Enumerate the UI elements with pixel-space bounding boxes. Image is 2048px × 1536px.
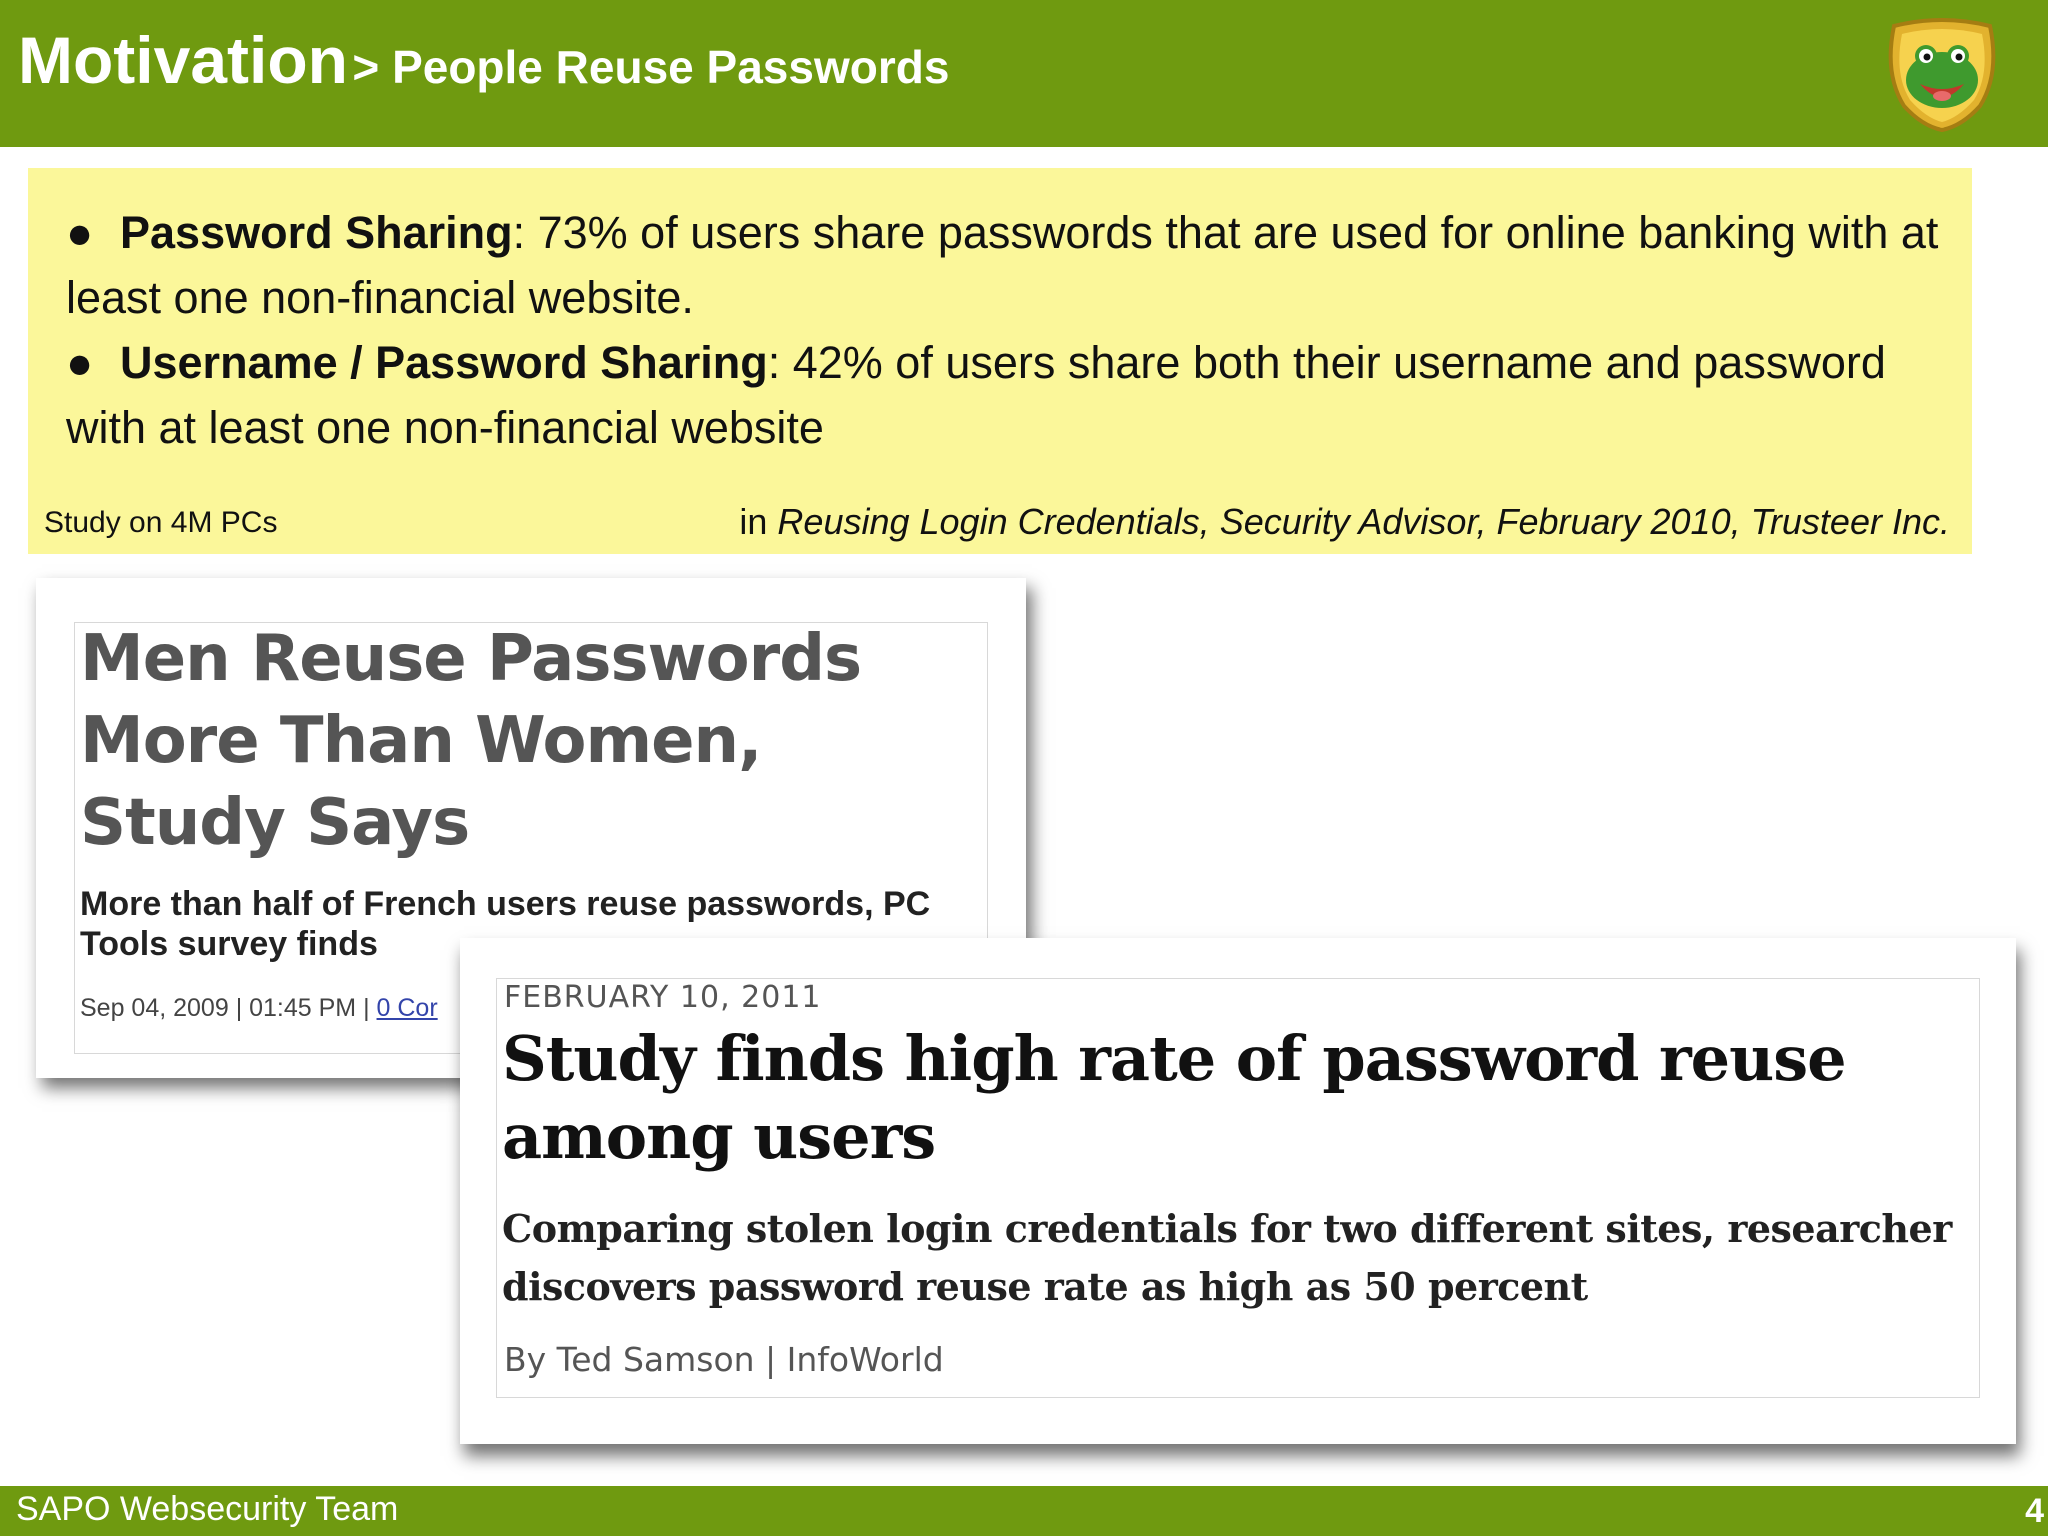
study-note: Study on 4M PCs	[44, 506, 278, 539]
clipping-1-meta	[80, 994, 438, 1023]
statistics-callout	[28, 168, 1972, 554]
header-bar	[0, 0, 2048, 147]
citation-source: Reusing Login Credentials, Security Advisor, February 2010, Trusteer Inc.	[777, 501, 1950, 542]
bullet-password-sharing	[66, 200, 1956, 330]
footer-team-name: SAPO Websecurity Team	[16, 1490, 399, 1528]
footer-bar	[0, 1486, 2048, 1536]
comments-link[interactable]: 0 Cor	[376, 994, 438, 1022]
title-main: Motivation	[18, 23, 348, 97]
bullet-list	[66, 200, 1956, 460]
bullet-text: : 42% of users share both their username and password with at least one non-financial website	[66, 337, 1886, 453]
citation	[739, 501, 1950, 543]
frog-shield-logo-icon	[1880, 14, 2004, 132]
clipping-1-headline: Men Reuse Passwords More Than Women, Study Says	[80, 622, 862, 860]
bullet-label: Username / Password Sharing	[120, 337, 768, 388]
clipping-1-subhead: More than half of French users reuse passwords, PC Tools survey finds	[80, 885, 931, 963]
bullet-label: Password Sharing	[120, 207, 513, 258]
bullet-text: : 73% of users share passwords that are used for online banking with at least one non-financial website.	[66, 207, 1939, 323]
bullet-icon: ●	[66, 207, 94, 258]
citation-prefix: in	[739, 501, 778, 542]
slide-title	[18, 22, 949, 98]
bullet-username-password-sharing	[66, 330, 1956, 460]
clipping-2-byline: By Ted Samson | InfoWorld	[504, 1340, 944, 1379]
clipping-2-headline: Study finds high rate of password reuse among users	[502, 1022, 1846, 1173]
clipping-2-date: FEBRUARY 10, 2011	[504, 980, 822, 1015]
title-subtitle: > People Reuse Passwords	[352, 41, 950, 93]
bullet-icon: ●	[66, 337, 94, 388]
clipping-1-date: Sep 04, 2009 | 01:45 PM |	[80, 994, 377, 1022]
clipping-2-subhead: Comparing stolen login credentials for two different sites, researcher discovers password reuse rate as high as 50 percent	[502, 1206, 1952, 1309]
page-number: 4	[2025, 1492, 2044, 1530]
